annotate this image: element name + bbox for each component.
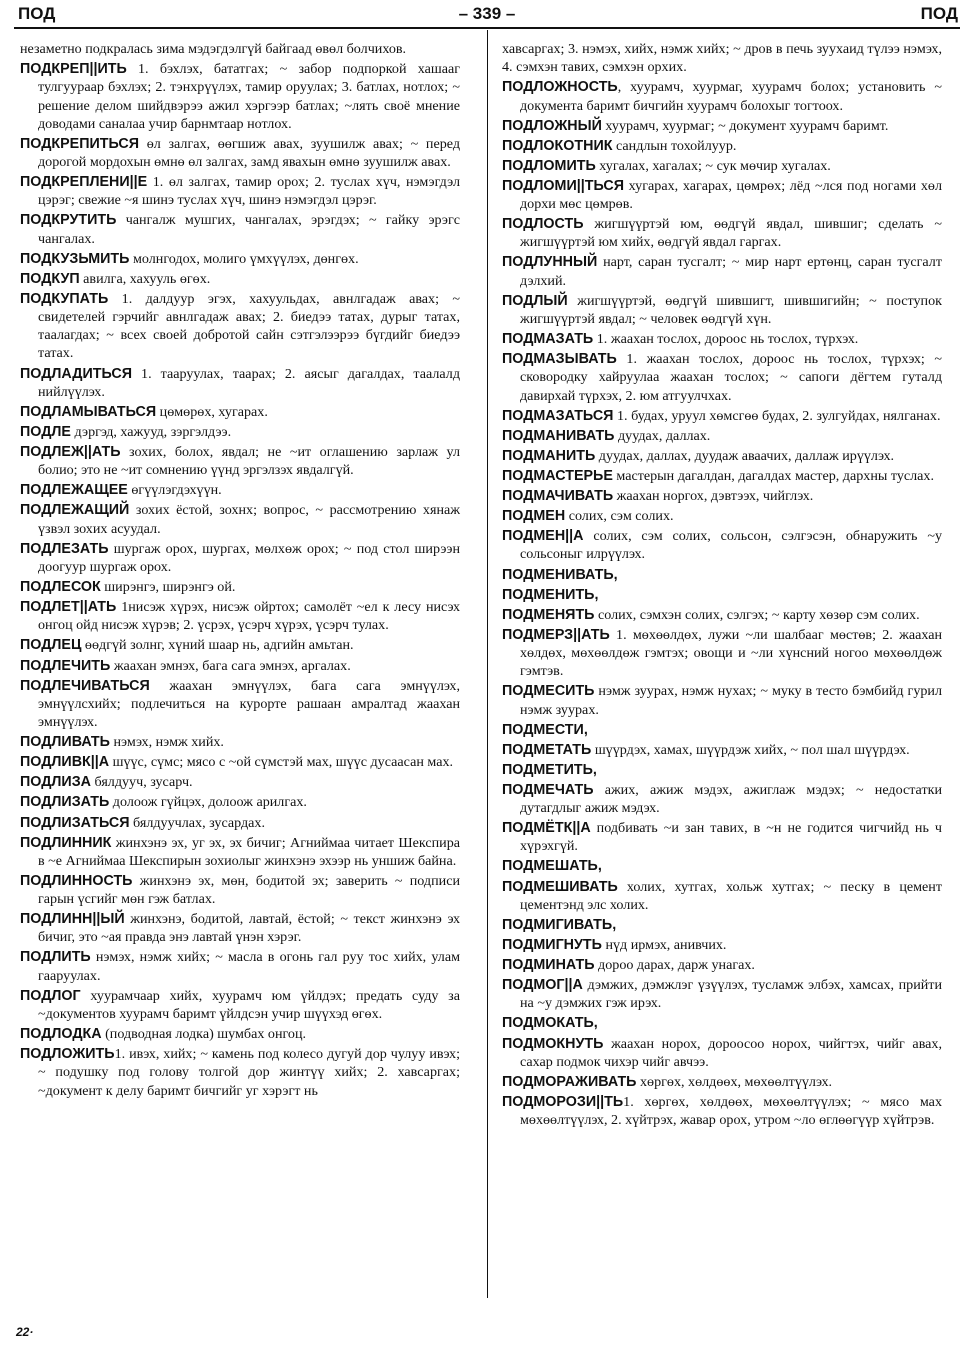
entry-headword: ПОДМАЗАТЬСЯ: [502, 407, 614, 424]
entry-headword: ПОДМЕНИТЬ,: [502, 586, 599, 603]
dictionary-entry: [20, 173, 460, 209]
entry-headword: ПОДМЕШАТЬ,: [502, 858, 602, 875]
entry-definition: зохих, болох, явдал; не ~ит оглашению зарлаж ул болио; это не ~ит сомнению үүнд эргэлзэх явдалгүй.: [38, 444, 460, 479]
entry-headword: ПОДКУП: [20, 270, 80, 287]
dictionary-entry: [20, 135, 460, 171]
dictionary-entry: [502, 117, 942, 135]
entry-definition: дуудах, даллах.: [614, 427, 711, 444]
entry-headword: ПОДЛИННОСТЬ: [20, 872, 133, 889]
dictionary-entry: [502, 956, 942, 974]
entry-definition: өөдгүй золнг, хүний шаар нь, адгийн амьтан.: [81, 637, 354, 654]
dictionary-entry: [502, 447, 942, 465]
entry-definition: хуурамч, хуурмаг; ~ документ хуурамч баримт.: [601, 117, 889, 134]
entry-definition: ширэнгэ, ширэнгэ ой.: [100, 579, 236, 596]
dictionary-entry: [502, 487, 942, 505]
entry-definition: 1. далдуур эгэх, хахуульдах, авнлгадаж авах; ~ свидетелей гэрчийг авнлгадаж авах; 2. биедээ татах, дурыг татах, таалагдах; ~ всех своей добротой сайн сэтгэлээрээ бүгдийг биедээ татах.: [38, 290, 460, 362]
entry-definition: бялдуучлах, зусардах.: [129, 814, 265, 831]
entry-headword: ПОДЛОДКА: [20, 1026, 102, 1043]
entry-headword: ПОДМАНИТЬ: [502, 447, 596, 464]
dictionary-entry: [502, 40, 942, 76]
entry-definition: долоож гүйцэх, долоож арилгах.: [109, 794, 307, 811]
dictionary-entry: [502, 215, 942, 251]
entry-definition: ажих, ажиж мэдэх, ажиглаж мэдэх; ~ недостатки дутагдлыг ажиж мэдэх.: [520, 781, 942, 817]
entry-headword: ПОДКРЕП||ИТЬ: [20, 61, 127, 78]
entry-headword: ПОДЛОСТЬ: [502, 216, 584, 233]
entry-definition: чангалж мушгих, чангалах, эрэгдэх; ~ гайку эрэгс чангалах.: [38, 212, 460, 247]
entry-definition: жинхэнэ эх, мөн, бодитой эх; заверить ~ подписи гарын үсгийг мөн гэж батлах.: [38, 872, 460, 908]
entry-definition: хөргөх, хөлдөөх, мөхөөлтүүлэх.: [636, 1073, 833, 1090]
header-right-guideword: ПОД: [920, 4, 958, 23]
entry-headword: ПОДЛОМИТЬ: [502, 157, 596, 174]
entry-headword: ПОДЛЕЦ: [20, 637, 82, 654]
dictionary-entry: [502, 137, 942, 155]
dictionary-entry: [20, 1025, 460, 1043]
entry-headword: ПОДМЕН||А: [502, 528, 584, 545]
entry-definition: 1. будах, уруул хөмсгөө будах, 2. зулгуйдах, нялганах.: [613, 407, 941, 424]
header-rule: [14, 27, 960, 29]
entry-headword: ПОДМАЧИВАТЬ: [502, 488, 614, 505]
entry-headword: ПОДЛИЗАТЬ: [20, 794, 110, 811]
entry-definition: дэргэд, хажууд, зэргэлдээ.: [70, 423, 232, 440]
dictionary-entry: [20, 40, 460, 58]
entry-definition: жинхэнэ, бодитой, лавтай, ёстой; ~ текст жинхэнэ эх бичиг, это ~ая правда энэ лавтай үнэн хэрэг.: [38, 911, 460, 946]
entry-definition: хуурамчаар хийх, хуурамч юм үйлдэх; предать суду за ~документов хуурамч баримт үйлдсэн учир шүүхэд өгөх.: [38, 987, 460, 1022]
dictionary-entry: [502, 878, 942, 914]
entry-headword: ПОДЛОЖНЫЙ: [502, 117, 602, 134]
entry-headword: ПОДКУПАТЬ: [20, 290, 109, 307]
entry-definition: нарт, саран тусгалт; ~ мир нарт ертөнц, саран тусгалт дэлхий.: [520, 254, 942, 289]
entry-headword: ПОДЛИТЬ: [20, 949, 91, 966]
dictionary-entry: [20, 598, 460, 634]
dictionary-entry: [20, 677, 460, 732]
dictionary-entry: [20, 1045, 460, 1100]
dictionary-entry: [502, 427, 942, 445]
entry-headword: ПОДМЕН: [502, 508, 566, 525]
entry-headword: ПОДЛЕТ||АТЬ: [20, 599, 117, 616]
dictionary-entry: [20, 636, 460, 654]
entry-definition: жаахан норох, дороосоо норох, чийгтэх, чийг авах, сахар подмок чихэр чийг авчээ.: [520, 1035, 942, 1070]
entry-definition: хавсаргах; 3. нэмэх, хийх, нэмж хийх; ~ дров в печь зуухаид түлээ нэмэх, 4. сэмхэн тавих, сэмхэн орхих.: [502, 41, 942, 76]
dictionary-entry: [502, 78, 942, 114]
dictionary-entry: [20, 773, 460, 791]
entry-headword: ПОДМИНАТЬ: [502, 957, 595, 974]
entry-headword: ПОДЛИННИК: [20, 834, 112, 851]
dictionary-entry: [20, 987, 460, 1023]
entry-definition: сандлын тохойлуур.: [612, 137, 737, 154]
dictionary-entry: [20, 793, 460, 811]
dictionary-entry: [502, 916, 942, 934]
entry-headword: ПОДМОКАТЬ,: [502, 1015, 598, 1032]
entry-headword: ПОДМАЗЫВАТЬ: [502, 351, 617, 368]
entry-definition: шүүс, сүмс; мясо с ~ой сүмстэй мах, шүүс дусаасан мах.: [109, 754, 454, 771]
dictionary-entry: [20, 910, 460, 946]
entry-definition: шүүрдэх, хамах, шүүрдэж хийх, ~ пол шал шүүрдэх.: [591, 741, 910, 758]
entry-headword: ПОДМЕНИВАТЬ,: [502, 566, 618, 583]
dictionary-entry: [502, 741, 942, 759]
entry-headword: ПОДЛУННЫЙ: [502, 254, 598, 271]
entry-headword: ПОДМИГНУТЬ: [502, 936, 602, 953]
entry-definition: солих, сэм солих.: [565, 508, 674, 525]
entry-headword: ПОДМЕСИТЬ: [502, 683, 595, 700]
dictionary-entry: [502, 1073, 942, 1091]
entry-headword: ПОДМЕСТИ,: [502, 721, 588, 738]
dictionary-entry: [20, 481, 460, 499]
entry-definition: өл залгах, өөгшиж авах, зуушилж авах; ~ перед дорогой мордохын өмнө өл залгах, замд явахын өмнө зуушилж авах.: [38, 135, 460, 170]
entry-headword: ПОДЛЕЖАЩИЙ: [20, 502, 130, 519]
entry-headword: ПОДМЕНЯТЬ: [502, 606, 595, 623]
dictionary-entry: [20, 657, 460, 675]
entry-headword: ПОДЛЕЧИТЬ: [20, 657, 111, 674]
entry-headword: ПОДЛЕЖ||АТЬ: [20, 444, 121, 461]
entry-headword: ПОДКУЗЬМИТЬ: [20, 250, 130, 267]
entry-definition: хугалах, хагалах; ~ сук мөчир хугалах.: [595, 157, 831, 174]
dictionary-entry: [20, 60, 460, 133]
entry-headword: ПОДЛОКОТНИК: [502, 137, 613, 154]
dictionary-entry: [502, 350, 942, 405]
dictionary-entry: [20, 814, 460, 832]
dictionary-entry: [502, 819, 942, 855]
entry-headword: ПОДКРЕПИТЬСЯ: [20, 135, 139, 152]
entry-definition: жигшүүртэй, өөдгүй шившигт, шившигийн; ~ поступок жигшүүртэй явдал; ~ человек өөдгүй хүн.: [520, 292, 942, 327]
entry-definition: молнгодох, молиго үмхүүлэх, дөнгөх.: [129, 250, 359, 267]
entry-definition: жинхэнэ эх, уг эх, эх бичиг; Агниймаа читает Шекспира в ~е Агниймаа Шекспирын зохиолыг жинхэнэ эхээр нь уншиж байна.: [38, 834, 460, 869]
entry-headword: ПОДЛОЖНОСТЬ: [502, 79, 618, 96]
entry-headword: ПОДМОРАЖИВАТЬ: [502, 1073, 637, 1090]
entry-headword: ПОДМЕРЗ||АТЬ: [502, 626, 610, 643]
entry-definition: дуудах, даллах, дуудаж аваачих, даллаж ирүүлэх.: [595, 447, 895, 464]
entry-definition: дороо дарах, дарж унагах.: [594, 957, 755, 974]
entry-headword: ПОДЛЕСОК: [20, 579, 101, 596]
dictionary-entry: [502, 566, 942, 584]
dictionary-entry: [502, 761, 942, 779]
entry-headword: ПОДМЁТК||А: [502, 820, 591, 837]
dictionary-entry: [20, 423, 460, 441]
entry-definition: шургаж орох, шургах, мөлхөж орох; ~ под стол ширээн доогуур шургаж орох.: [38, 540, 460, 575]
dictionary-entry: [20, 403, 460, 421]
dictionary-entry: [502, 721, 942, 739]
entry-headword: ПОДМОРОЗИ||ТЬ: [502, 1093, 624, 1110]
entry-headword: ПОДМИГИВАТЬ,: [502, 916, 617, 933]
entry-headword: ПОДКРУТИТЬ: [20, 212, 117, 229]
dictionary-entry: [20, 578, 460, 596]
entry-headword: ПОДМЕТАТЬ: [502, 741, 592, 758]
dictionary-entry: [502, 1093, 942, 1129]
entry-headword: ПОДЛОМИ||ТЬСЯ: [502, 177, 624, 194]
header-left-guideword: ПОД: [18, 4, 56, 23]
dictionary-entry: [502, 292, 942, 328]
entry-definition: авилга, хахууль өгөх.: [79, 270, 211, 287]
dictionary-entry: [502, 1014, 942, 1032]
dictionary-entry: [20, 270, 460, 288]
entry-definition: жаахан норгох, дэвтээх, чийглэх.: [613, 488, 814, 505]
column-divider: [487, 30, 488, 1298]
page-header: [14, 0, 960, 24]
entry-definition: цөмөрөх, хугарах.: [156, 403, 268, 420]
dictionary-entry: [20, 540, 460, 576]
entry-definition: 1. ивэх, хийх; ~ камень под колесо дугуй дор чулуу ивэх; ~ подушку под голову толгой дор жинтүү хийх; 2. хавсаргах; ~документ к делу баримт бичгийг уг хэрэгт нь: [38, 1046, 460, 1099]
entry-definition: 1. жаахан тослох, дороос нь тослох, түрхэх; ~ сковородку хайруулаа жаахан тослох; ~ сапоги дёгтем гуталд давирхай түрхэх, 2. юм атгуулчхах.: [520, 351, 942, 404]
dictionary-entry: [502, 626, 942, 681]
page-number: – 339 –: [458, 4, 516, 23]
entry-definition: мастерын дагалдан, дагалдах мастер, дархны туслах.: [612, 467, 934, 484]
dictionary-entry: [502, 857, 942, 875]
entry-definition: жаахан эмнүүлэх, бага сага эмнүүлэх, эмнүүлсхийх; подлечиться на курорте рашаан амралтад жаахан эмнүүлэх.: [38, 677, 460, 731]
entry-headword: ПОДМОКНУТЬ: [502, 1035, 604, 1052]
entry-headword: ПОДМАНИВАТЬ: [502, 427, 615, 444]
dictionary-entry: [502, 527, 942, 563]
entry-definition: , хуурамч, хуурмаг, хуурамч болох; установить ~ документа баримт бичгийн хуурамч болохыг тогтоох.: [520, 79, 942, 114]
entry-headword: ПОДЛОГ: [20, 987, 81, 1004]
entry-definition: незаметно подкралась зима мэдэгдэлгүй байгаад өвөл болчихов.: [20, 41, 407, 57]
entry-definition: 1. жаахан тослох, дороос нь тослох, түрхэх.: [593, 331, 859, 348]
entry-headword: ПОДКРЕПЛЕНИ||Е: [20, 174, 148, 191]
entry-headword: ПОДЛЕ: [20, 423, 71, 440]
entry-definition: жаахан эмнэх, бага сага эмнэх, аргалах.: [110, 657, 351, 674]
dictionary-entry: [502, 330, 942, 348]
entry-definition: жигшүүртэй юм, өөдгүй явдал, шившиг; сделать ~ жигшүүртэй юм хийх, өөдгүй явдал гаргах.: [520, 216, 942, 251]
entry-definition: нэмэх, нэмж хийх; ~ масла в огонь гал руу тос хийх, улам гааруулах.: [38, 949, 460, 984]
entry-headword: ПОДМАСТЕРЬЕ: [502, 467, 613, 484]
dictionary-entry: [502, 467, 942, 485]
entry-definition: нэмэх, нэмж хийх.: [109, 734, 224, 751]
entry-definition: нүд ирмэх, анивчих.: [601, 936, 727, 953]
entry-headword: ПОДЛОЖИТЬ: [20, 1046, 115, 1063]
entry-headword: ПОДЛЕЖАЩЕЕ: [20, 482, 128, 499]
entry-headword: ПОДМЕЧАТЬ: [502, 781, 594, 798]
dictionary-entry: [20, 753, 460, 771]
entry-definition: солих, сэмхэн солих, сэлгэх; ~ карту хөзөр сэм солих.: [594, 606, 920, 623]
dictionary-entry: [502, 606, 942, 624]
dictionary-entry: [20, 250, 460, 268]
entry-definition: нэмж зуурах, нэмж нухах; ~ муку в тесто бэмбийд гурил нэмж зуурах.: [520, 683, 942, 718]
dictionary-entry: [20, 290, 460, 363]
entry-definition: дэмжих, дэмжлэг үзүүлэх, тусламж элбэх, хамсах, прийти на ~у дэмжих гэж ирэх.: [520, 977, 942, 1012]
entry-headword: ПОДЛИЗА: [20, 774, 91, 791]
entry-headword: ПОДЛАМЫВАТЬСЯ: [20, 403, 157, 420]
entry-headword: ПОДЛИНН||ЫЙ: [20, 911, 125, 928]
entry-headword: ПОДЛИЗАТЬСЯ: [20, 814, 130, 831]
entry-definition: хугарах, хагарах, цөмрөх; лёд ~лся под ногами хөл дорхи мөс цөмрөв.: [520, 177, 942, 213]
entry-headword: ПОДМОГ||А: [502, 977, 583, 994]
entry-headword: ПОДЛИВАТЬ: [20, 734, 110, 751]
entry-definition: өгүүлэгдэхүүн.: [127, 482, 222, 499]
dictionary-entry: [20, 443, 460, 479]
entry-headword: ПОДМАЗАТЬ: [502, 331, 594, 348]
entry-definition: (подводная лодка) шумбах онгоц.: [101, 1026, 307, 1043]
entry-definition: подбивать ~и зан тавих, в ~н не годится чигчийд нь ч хүрэхгүй.: [520, 820, 942, 855]
entry-headword: ПОДЛЕЧИВАТЬСЯ: [20, 677, 150, 694]
dictionary-entry: [20, 501, 460, 537]
dictionary-entry: [502, 157, 942, 175]
dictionary-entry: [502, 586, 942, 604]
entry-definition: 1. бэхлэх, бататгах; ~ забор подпоркой хашааг тулгуураар бэхлэх; 2. тэнхрүүлэх, тамир оруулах; 3. батлах, нотлох; ~ решение делом шийдвэрээ ажил хэргээр батлах; ~лять своё мнение доводами саналаа учир барнмтаар нотлох.: [38, 61, 460, 132]
entry-headword: ПОДЛЕЗАТЬ: [20, 540, 109, 557]
dictionary-entry: [20, 211, 460, 247]
dictionary-entry: [502, 177, 942, 213]
entry-definition: солих, сэм солих, сольсон, сэлгэсэн, обнаружить ~у сольсоныг илрүүлэх.: [520, 528, 942, 563]
dictionary-entry: [502, 976, 942, 1012]
dictionary-entry: [20, 834, 460, 870]
dictionary-entry: [502, 781, 942, 817]
dictionary-entry: [502, 253, 942, 289]
right-column: [502, 40, 942, 1131]
entry-definition: 1. мөхөөлдөх, лужи ~ли шалбааг мөстөв; 2. жаахан хөлдөх, мөхөөлдөж гэмтэх; овощи и ~ли хүнсний ногоо мөхөөлдөж гэмтэв.: [520, 626, 942, 680]
entry-headword: ПОДМЕТИТЬ,: [502, 761, 597, 778]
entry-headword: ПОДЛИВК||А: [20, 754, 110, 771]
entry-headword: ПОДЛЫЙ: [502, 292, 568, 309]
dictionary-entry: [502, 936, 942, 954]
entry-definition: 1. өл залгах, тамир орох; 2. туслах хүч, нэмэгдэл цэрэг; свежие ~я шинэ туслах хүч, шинэ нэмэгдэл цэрэг.: [38, 174, 460, 209]
entry-definition: холих, хутгах, хольж хутгах; ~ песку в цемент цементэнд элс холих.: [520, 878, 942, 913]
entry-headword: ПОДЛАДИТЬСЯ: [20, 365, 132, 382]
dictionary-entry: [20, 365, 460, 401]
entry-definition: бялдууч, зусарч.: [90, 774, 193, 791]
dictionary-entry: [502, 507, 942, 525]
dictionary-entry: [20, 733, 460, 751]
dictionary-entry: [20, 948, 460, 984]
entry-headword: ПОДМЕШИВАТЬ: [502, 878, 618, 895]
entry-definition: 1. хөргөх, хөлдөөх, мөхөөлтүүлэх; ~ мясо мах мөхөөлтүүлэх, 2. хүйтрэх, жавар орох, утром ~ло өглөөгүүр хүйтрэв.: [520, 1093, 942, 1129]
dictionary-entry: [502, 407, 942, 425]
page-marker: 22·: [16, 1325, 34, 1339]
dictionary-entry: [502, 1035, 942, 1071]
dictionary-entry: [502, 682, 942, 718]
left-column: [20, 40, 460, 1102]
entry-definition: зохих ёстой, зохнх; вопрос, ~ рассмотрению хянаж үзвэл зохих асуудал.: [38, 502, 460, 537]
dictionary-entry: [20, 872, 460, 908]
entry-definition: 1нисэж хүрэх, нисэж ойртох; самолёт ~ел к лесу нисэх онгоц ойд нисэж хүрэв; 2. үсрэх, үсэрч хүрэх, үсэрч тулах.: [38, 599, 460, 634]
entry-definition: 1. тааруулах, таарах; 2. аясыг дагалдах, таалалд нийлүүлэх.: [38, 365, 460, 400]
